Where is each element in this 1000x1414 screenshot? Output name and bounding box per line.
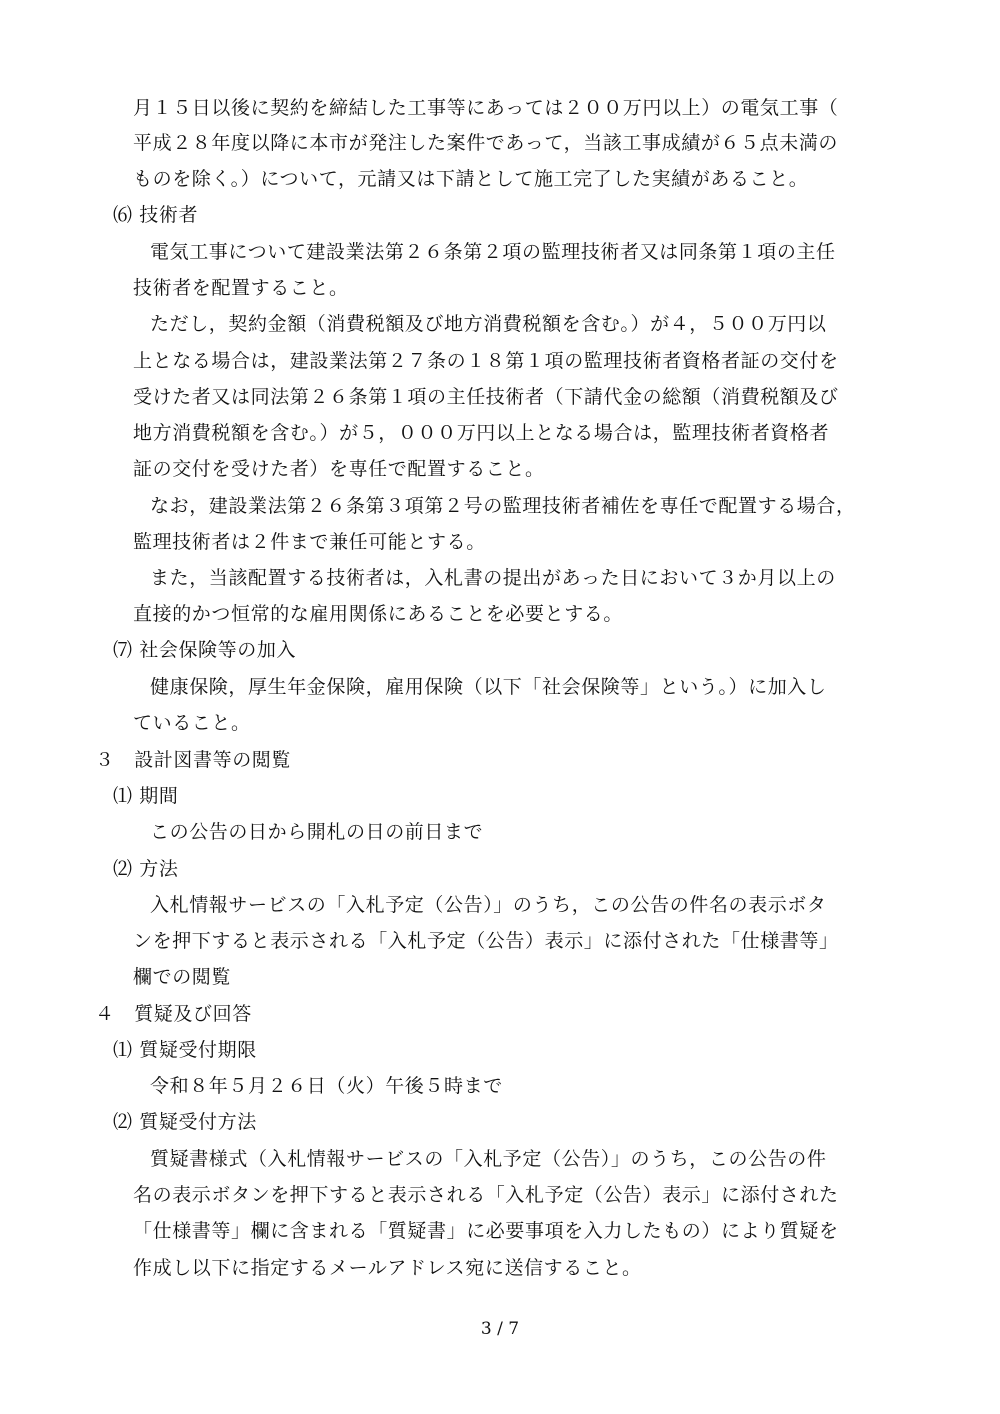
text-line: 上となる場合は，建設業法第２７条の１８第１項の監理技術者資格者証の交付を: [133, 350, 839, 372]
text-line: 作成し以下に指定するメールアドレス宛に送信すること。: [133, 1257, 642, 1279]
text-line: 証の交付を受けた者）を専任で配置すること。: [133, 458, 545, 480]
section-heading: ⑵ 方法: [113, 858, 179, 880]
text-line: 入札情報サービスの「入札予定（公告）」のうち，この公告の件名の表示ボタ: [150, 894, 827, 916]
text-line: ンを押下すると表示される「入札予定（公告）表示」に添付された「仕様書等」: [133, 930, 839, 952]
text-line: ものを除く。）について，元請又は下請として施工完了した実績があること。: [133, 168, 809, 190]
text-line: 月１５日以後に契約を締結した工事等にあっては２００万円以上）の電気工事（: [133, 97, 839, 119]
text-line: 質疑書様式（入札情報サービスの「入札予定（公告）」のうち，この公告の件: [150, 1148, 827, 1170]
text-line: 「仕様書等」欄に含まれる「質疑書」に必要事項を入力したもの）により質疑を: [133, 1220, 839, 1242]
text-line: 名の表示ボタンを押下すると表示される「入札予定（公告）表示」に添付された: [133, 1184, 839, 1206]
text-line: 地方消費税額を含む。）が５，０００万円以上となる場合は，監理技術者資格者: [133, 422, 830, 444]
text-line: 健康保険，厚生年金保険，雇用保険（以下「社会保険等」という。）に加入し: [150, 676, 827, 698]
text-line: 電気工事について建設業法第２６条第２項の監理技術者又は同条第１項の主任: [150, 241, 836, 263]
section-heading: ⑺ 社会保険等の加入: [113, 639, 297, 661]
text-line: この公告の日から開札の日の前日まで: [150, 821, 484, 843]
section-heading: ⑴ 質疑受付期限: [113, 1039, 257, 1061]
text-line: 監理技術者は２件まで兼任可能とする。: [133, 531, 486, 553]
page-number: 3 / 7: [480, 1319, 520, 1339]
text-line: 直接的かつ恒常的な雇用関係にあることを必要とする。: [133, 603, 624, 625]
text-line: ただし，契約金額（消費税額及び地方消費税額を含む。）が４，５００万円以: [150, 313, 827, 335]
text-line: 欄での閲覧: [133, 966, 232, 988]
section-heading: ４ 質疑及び回答: [95, 1003, 252, 1025]
text-line: ていること。: [133, 712, 251, 734]
section-heading: ⑵ 質疑受付方法: [113, 1111, 257, 1133]
text-line: 技術者を配置すること。: [133, 277, 349, 299]
text-line: 受けた者又は同法第２６条第１項の主任技術者（下請代金の総額（消費税額及び: [133, 386, 839, 408]
text-line: 令和８年５月２６日（火）午後５時まで: [150, 1075, 503, 1097]
section-heading: ３ 設計図書等の閲覧: [95, 749, 292, 771]
section-heading: ⑹ 技術者: [113, 204, 199, 226]
text-line: また，当該配置する技術者は，入札書の提出があった日において３か月以上の: [150, 567, 836, 589]
section-heading: ⑴ 期間: [113, 785, 179, 807]
text-line: 平成２８年度以降に本市が発注した案件であって，当該工事成績が６５点未満の: [133, 132, 839, 154]
text-line: なお，建設業法第２６条第３項第２号の監理技術者補佐を専任で配置する場合，: [150, 495, 856, 517]
